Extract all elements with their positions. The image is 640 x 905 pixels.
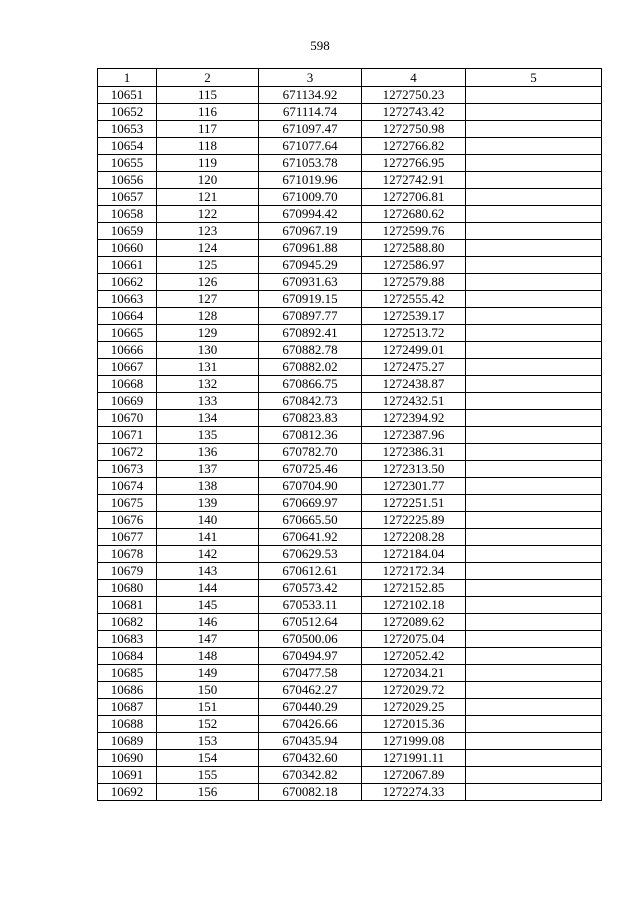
table-cell: 1272438.87 bbox=[362, 376, 466, 393]
table-cell bbox=[466, 410, 602, 427]
table-cell: 10656 bbox=[98, 172, 157, 189]
table-cell bbox=[466, 665, 602, 682]
column-header: 2 bbox=[157, 69, 259, 87]
table-cell bbox=[466, 563, 602, 580]
table-cell: 670842.73 bbox=[259, 393, 362, 410]
table-cell: 127 bbox=[157, 291, 259, 308]
table-cell: 1272586.97 bbox=[362, 257, 466, 274]
table-cell: 670725.46 bbox=[259, 461, 362, 478]
table-cell: 1272274.33 bbox=[362, 784, 466, 801]
table-row bbox=[98, 750, 602, 767]
table-cell: 670961.88 bbox=[259, 240, 362, 257]
table-row bbox=[98, 699, 602, 716]
table-cell bbox=[466, 291, 602, 308]
table-cell: 1272750.23 bbox=[362, 87, 466, 104]
table-cell: 145 bbox=[157, 597, 259, 614]
table-row bbox=[98, 614, 602, 631]
table-cell: 147 bbox=[157, 631, 259, 648]
table-cell: 1272184.04 bbox=[362, 546, 466, 563]
table-cell: 135 bbox=[157, 427, 259, 444]
table-cell: 10657 bbox=[98, 189, 157, 206]
table-cell bbox=[466, 342, 602, 359]
table-cell: 1272599.76 bbox=[362, 223, 466, 240]
table-cell bbox=[466, 223, 602, 240]
table-cell: 153 bbox=[157, 733, 259, 750]
table-row bbox=[98, 121, 602, 138]
table-row bbox=[98, 104, 602, 121]
table-cell bbox=[466, 631, 602, 648]
table-row bbox=[98, 682, 602, 699]
table-row bbox=[98, 308, 602, 325]
table-cell: 115 bbox=[157, 87, 259, 104]
table-cell bbox=[466, 478, 602, 495]
table-cell: 1272015.36 bbox=[362, 716, 466, 733]
table-cell: 670462.27 bbox=[259, 682, 362, 699]
table-cell: 670342.82 bbox=[259, 767, 362, 784]
table-cell bbox=[466, 546, 602, 563]
table-row bbox=[98, 206, 602, 223]
table-cell: 1272539.17 bbox=[362, 308, 466, 325]
table-cell: 140 bbox=[157, 512, 259, 529]
table-cell: 10655 bbox=[98, 155, 157, 172]
table-cell bbox=[466, 461, 602, 478]
table-cell: 156 bbox=[157, 784, 259, 801]
table-cell: 670945.29 bbox=[259, 257, 362, 274]
table-row bbox=[98, 784, 602, 801]
table-cell: 10682 bbox=[98, 614, 157, 631]
table-row bbox=[98, 359, 602, 376]
table-cell bbox=[466, 767, 602, 784]
table-cell bbox=[466, 699, 602, 716]
table-cell bbox=[466, 427, 602, 444]
table-cell: 128 bbox=[157, 308, 259, 325]
table-cell: 670866.75 bbox=[259, 376, 362, 393]
table-cell: 670882.02 bbox=[259, 359, 362, 376]
table-cell: 10676 bbox=[98, 512, 157, 529]
table-cell: 133 bbox=[157, 393, 259, 410]
table-cell: 670967.19 bbox=[259, 223, 362, 240]
table-row bbox=[98, 376, 602, 393]
table-cell: 116 bbox=[157, 104, 259, 121]
page-number: 598 bbox=[310, 38, 330, 53]
table-cell: 1272475.27 bbox=[362, 359, 466, 376]
table-cell: 10673 bbox=[98, 461, 157, 478]
table-cell: 10689 bbox=[98, 733, 157, 750]
table-cell: 670931.63 bbox=[259, 274, 362, 291]
table-cell: 118 bbox=[157, 138, 259, 155]
table-row bbox=[98, 87, 602, 104]
table-cell: 139 bbox=[157, 495, 259, 512]
table-cell bbox=[466, 206, 602, 223]
table-cell bbox=[466, 682, 602, 699]
table-cell: 130 bbox=[157, 342, 259, 359]
table-cell: 1272225.89 bbox=[362, 512, 466, 529]
table-cell: 670629.53 bbox=[259, 546, 362, 563]
table-cell bbox=[466, 257, 602, 274]
table-row bbox=[98, 427, 602, 444]
table-cell: 10659 bbox=[98, 223, 157, 240]
column-header: 1 bbox=[98, 69, 157, 87]
table-cell: 1272052.42 bbox=[362, 648, 466, 665]
table-cell: 120 bbox=[157, 172, 259, 189]
table-cell: 144 bbox=[157, 580, 259, 597]
table-header-row bbox=[98, 69, 602, 87]
table-cell bbox=[466, 325, 602, 342]
table-cell: 1272394.92 bbox=[362, 410, 466, 427]
table-cell: 1272301.77 bbox=[362, 478, 466, 495]
table-cell bbox=[466, 716, 602, 733]
table-cell bbox=[466, 274, 602, 291]
table-cell: 138 bbox=[157, 478, 259, 495]
table-cell: 10684 bbox=[98, 648, 157, 665]
table-cell: 143 bbox=[157, 563, 259, 580]
table-cell: 119 bbox=[157, 155, 259, 172]
table-cell: 1272513.72 bbox=[362, 325, 466, 342]
table-cell: 10675 bbox=[98, 495, 157, 512]
table-cell: 670897.77 bbox=[259, 308, 362, 325]
table-cell bbox=[466, 308, 602, 325]
table-cell bbox=[466, 784, 602, 801]
table-cell: 670494.97 bbox=[259, 648, 362, 665]
table-cell: 10679 bbox=[98, 563, 157, 580]
table-cell: 1272766.82 bbox=[362, 138, 466, 155]
table-cell: 670882.78 bbox=[259, 342, 362, 359]
table-row bbox=[98, 665, 602, 682]
table-cell: 10658 bbox=[98, 206, 157, 223]
table-cell bbox=[466, 444, 602, 461]
table-cell: 670512.64 bbox=[259, 614, 362, 631]
table-cell: 670782.70 bbox=[259, 444, 362, 461]
table-cell: 10671 bbox=[98, 427, 157, 444]
table-cell: 671077.64 bbox=[259, 138, 362, 155]
table-cell: 10688 bbox=[98, 716, 157, 733]
table-cell bbox=[466, 376, 602, 393]
table-cell: 1272387.96 bbox=[362, 427, 466, 444]
table-cell: 1272742.91 bbox=[362, 172, 466, 189]
table-cell: 1272432.51 bbox=[362, 393, 466, 410]
table-cell: 134 bbox=[157, 410, 259, 427]
table-cell: 1272067.89 bbox=[362, 767, 466, 784]
table-cell: 670641.92 bbox=[259, 529, 362, 546]
table-cell: 129 bbox=[157, 325, 259, 342]
table-cell: 132 bbox=[157, 376, 259, 393]
table-row bbox=[98, 325, 602, 342]
column-header: 4 bbox=[362, 69, 466, 87]
table-cell: 137 bbox=[157, 461, 259, 478]
table-cell: 1272555.42 bbox=[362, 291, 466, 308]
table-cell: 1272089.62 bbox=[362, 614, 466, 631]
table-cell: 1271999.08 bbox=[362, 733, 466, 750]
table-cell bbox=[466, 529, 602, 546]
table-row bbox=[98, 223, 602, 240]
table-cell: 10683 bbox=[98, 631, 157, 648]
table-cell: 10665 bbox=[98, 325, 157, 342]
table-cell: 670440.29 bbox=[259, 699, 362, 716]
table-cell: 1272152.85 bbox=[362, 580, 466, 597]
table-row bbox=[98, 733, 602, 750]
table-cell: 1272029.25 bbox=[362, 699, 466, 716]
table-cell: 146 bbox=[157, 614, 259, 631]
table-cell bbox=[466, 750, 602, 767]
table-cell: 1272102.18 bbox=[362, 597, 466, 614]
table-row bbox=[98, 631, 602, 648]
table-cell: 10687 bbox=[98, 699, 157, 716]
table-cell: 10652 bbox=[98, 104, 157, 121]
table-cell: 1272499.01 bbox=[362, 342, 466, 359]
table-cell: 1272743.42 bbox=[362, 104, 466, 121]
table-cell: 670426.66 bbox=[259, 716, 362, 733]
table-cell: 670435.94 bbox=[259, 733, 362, 750]
table-cell: 10653 bbox=[98, 121, 157, 138]
table-cell: 670612.61 bbox=[259, 563, 362, 580]
table-cell: 1272034.21 bbox=[362, 665, 466, 682]
table-cell: 131 bbox=[157, 359, 259, 376]
table-cell: 671097.47 bbox=[259, 121, 362, 138]
table-cell: 10670 bbox=[98, 410, 157, 427]
table-cell: 1272750.98 bbox=[362, 121, 466, 138]
table-cell: 1272075.04 bbox=[362, 631, 466, 648]
table-cell: 148 bbox=[157, 648, 259, 665]
table-row bbox=[98, 274, 602, 291]
table-cell: 10654 bbox=[98, 138, 157, 155]
table-cell: 670812.36 bbox=[259, 427, 362, 444]
table-cell bbox=[466, 121, 602, 138]
table-row bbox=[98, 189, 602, 206]
table-cell: 125 bbox=[157, 257, 259, 274]
table-cell: 671114.74 bbox=[259, 104, 362, 121]
table-cell: 1272208.28 bbox=[362, 529, 466, 546]
table-cell: 10667 bbox=[98, 359, 157, 376]
table-cell: 10668 bbox=[98, 376, 157, 393]
table-cell: 10660 bbox=[98, 240, 157, 257]
table-row bbox=[98, 597, 602, 614]
table-cell: 1272588.80 bbox=[362, 240, 466, 257]
table-cell: 152 bbox=[157, 716, 259, 733]
table-body bbox=[98, 87, 602, 801]
table-cell bbox=[466, 393, 602, 410]
table-cell: 10662 bbox=[98, 274, 157, 291]
table-cell: 150 bbox=[157, 682, 259, 699]
table-row bbox=[98, 240, 602, 257]
table-cell: 10691 bbox=[98, 767, 157, 784]
table-cell: 670082.18 bbox=[259, 784, 362, 801]
table-cell bbox=[466, 648, 602, 665]
table-cell bbox=[466, 733, 602, 750]
table-row bbox=[98, 767, 602, 784]
table-cell: 1272706.81 bbox=[362, 189, 466, 206]
table-cell bbox=[466, 172, 602, 189]
table-cell: 10661 bbox=[98, 257, 157, 274]
table-cell: 1272251.51 bbox=[362, 495, 466, 512]
table-cell: 1272680.62 bbox=[362, 206, 466, 223]
table-cell: 1272029.72 bbox=[362, 682, 466, 699]
table-cell: 670477.58 bbox=[259, 665, 362, 682]
table-row bbox=[98, 291, 602, 308]
table-cell: 670665.50 bbox=[259, 512, 362, 529]
table-cell: 671134.92 bbox=[259, 87, 362, 104]
table-cell: 1272386.31 bbox=[362, 444, 466, 461]
table-cell bbox=[466, 512, 602, 529]
table-cell: 671019.96 bbox=[259, 172, 362, 189]
table-cell bbox=[466, 359, 602, 376]
column-header: 3 bbox=[259, 69, 362, 87]
table-cell: 670892.41 bbox=[259, 325, 362, 342]
table-cell: 670704.90 bbox=[259, 478, 362, 495]
table-cell: 121 bbox=[157, 189, 259, 206]
table-cell: 670573.42 bbox=[259, 580, 362, 597]
table-cell: 1272172.34 bbox=[362, 563, 466, 580]
table-row bbox=[98, 495, 602, 512]
table-cell bbox=[466, 580, 602, 597]
table-row bbox=[98, 461, 602, 478]
table-cell: 124 bbox=[157, 240, 259, 257]
table-cell: 10664 bbox=[98, 308, 157, 325]
table-cell: 151 bbox=[157, 699, 259, 716]
table-row bbox=[98, 648, 602, 665]
table-cell bbox=[466, 155, 602, 172]
table-cell: 670994.42 bbox=[259, 206, 362, 223]
table-row bbox=[98, 563, 602, 580]
table-row bbox=[98, 529, 602, 546]
table-cell: 10686 bbox=[98, 682, 157, 699]
table-cell bbox=[466, 240, 602, 257]
table-cell: 10669 bbox=[98, 393, 157, 410]
table-cell: 10651 bbox=[98, 87, 157, 104]
table-cell: 670432.60 bbox=[259, 750, 362, 767]
table-cell: 670533.11 bbox=[259, 597, 362, 614]
table-cell: 671009.70 bbox=[259, 189, 362, 206]
table-cell bbox=[466, 138, 602, 155]
table-cell: 1271991.11 bbox=[362, 750, 466, 767]
table-cell: 10680 bbox=[98, 580, 157, 597]
table-cell: 10678 bbox=[98, 546, 157, 563]
table-cell: 10692 bbox=[98, 784, 157, 801]
table-cell: 10690 bbox=[98, 750, 157, 767]
table-cell: 136 bbox=[157, 444, 259, 461]
table-row bbox=[98, 478, 602, 495]
table-row bbox=[98, 342, 602, 359]
table-row bbox=[98, 410, 602, 427]
table-cell: 1272313.50 bbox=[362, 461, 466, 478]
table-cell: 122 bbox=[157, 206, 259, 223]
table-cell: 141 bbox=[157, 529, 259, 546]
table-row bbox=[98, 138, 602, 155]
table-row bbox=[98, 512, 602, 529]
table-row bbox=[98, 546, 602, 563]
table-cell: 154 bbox=[157, 750, 259, 767]
table-cell: 10666 bbox=[98, 342, 157, 359]
table-row bbox=[98, 444, 602, 461]
table-cell: 155 bbox=[157, 767, 259, 784]
table-row bbox=[98, 257, 602, 274]
column-header: 5 bbox=[466, 69, 602, 87]
table-cell: 670919.15 bbox=[259, 291, 362, 308]
table-cell: 117 bbox=[157, 121, 259, 138]
table-cell bbox=[466, 189, 602, 206]
table-cell: 1272579.88 bbox=[362, 274, 466, 291]
table-cell: 10672 bbox=[98, 444, 157, 461]
table-row bbox=[98, 716, 602, 733]
table-cell: 670669.97 bbox=[259, 495, 362, 512]
table-cell: 671053.78 bbox=[259, 155, 362, 172]
table-cell: 670823.83 bbox=[259, 410, 362, 427]
table-cell bbox=[466, 104, 602, 121]
table-cell: 142 bbox=[157, 546, 259, 563]
table-cell bbox=[466, 495, 602, 512]
table-cell: 10663 bbox=[98, 291, 157, 308]
table-cell: 149 bbox=[157, 665, 259, 682]
coordinates-table bbox=[97, 68, 602, 801]
table-row bbox=[98, 393, 602, 410]
table-cell: 10681 bbox=[98, 597, 157, 614]
table-cell: 670500.06 bbox=[259, 631, 362, 648]
table-cell bbox=[466, 614, 602, 631]
table-cell bbox=[466, 597, 602, 614]
table-cell bbox=[466, 87, 602, 104]
table-cell: 126 bbox=[157, 274, 259, 291]
table-cell: 1272766.95 bbox=[362, 155, 466, 172]
table-cell: 10677 bbox=[98, 529, 157, 546]
table-cell: 10674 bbox=[98, 478, 157, 495]
table-cell: 123 bbox=[157, 223, 259, 240]
table-cell: 10685 bbox=[98, 665, 157, 682]
table-row bbox=[98, 580, 602, 597]
table-row bbox=[98, 172, 602, 189]
table-row bbox=[98, 155, 602, 172]
